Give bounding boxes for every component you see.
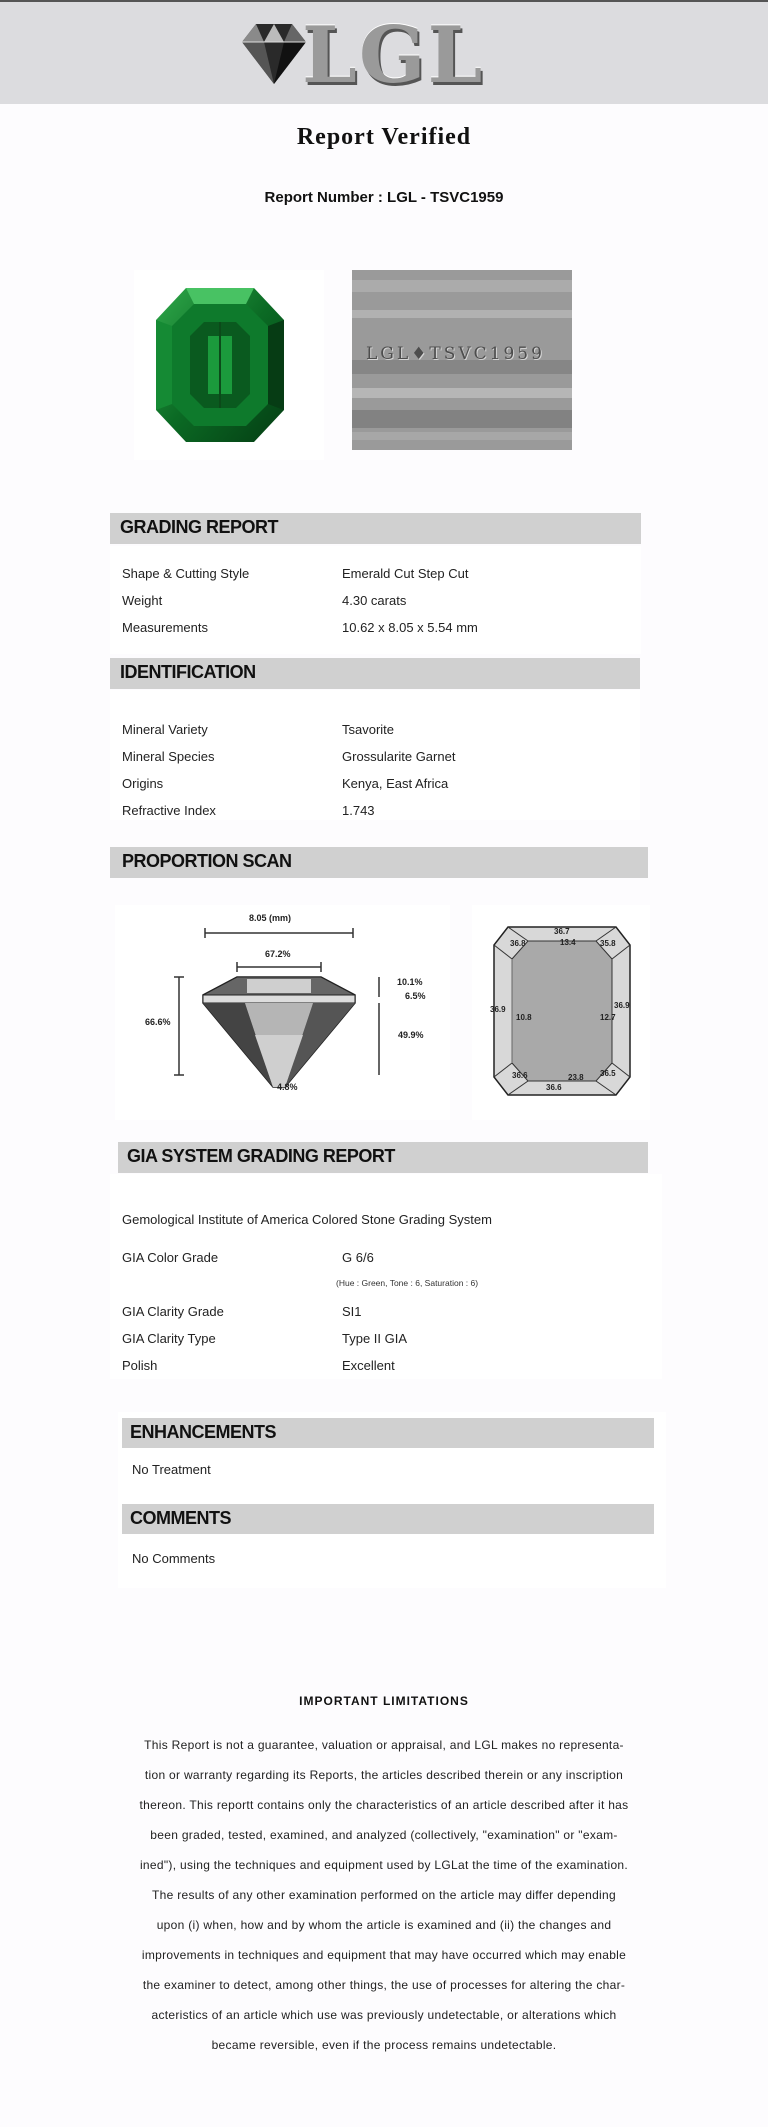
report-number: Report Number : LGL - TSVC1959: [264, 189, 504, 206]
top-view-label: 36.6: [512, 1071, 528, 1080]
limitations-line: The results of any other examination performed on the article may differ depending: [152, 1888, 616, 1902]
limitations-line: This Report is not a guarantee, valuation or appraisal, and LGL makes no representa-: [144, 1738, 624, 1752]
inscription-text: LGL♦TSVC1959: [366, 344, 545, 364]
identification-row-value: 1.743: [342, 803, 375, 818]
limitations-line: improvements in techniques and equipment that may have occurred which may enable: [141, 1948, 627, 1962]
identification-panel: [110, 690, 640, 820]
limitations-line: tion or warranty regarding its Reports, the articles described therein or any inscription: [144, 1768, 624, 1782]
grading-report-header: [110, 513, 641, 544]
crown-percent-label: 10.1%: [397, 977, 423, 987]
notes-panel: [118, 1412, 666, 1588]
identification-row-label: Mineral Variety: [122, 722, 208, 737]
grading-row-value: 10.62 x 8.05 x 5.54 mm: [342, 620, 478, 635]
gemstone-photo: [134, 270, 324, 460]
top-view-label: 36.7: [554, 927, 570, 936]
grading-row-label: Weight: [122, 593, 163, 608]
enhancements-header: [122, 1418, 654, 1448]
gia-row-label: GIA Clarity Grade: [122, 1304, 224, 1319]
comments-title: COMMENTS: [130, 1508, 231, 1528]
grading-report-panel: [110, 546, 641, 654]
gia-report-title: GIA SYSTEM GRADING REPORT: [127, 1146, 395, 1166]
page-title: Report Verified: [296, 124, 472, 150]
girdle-percent-label: 6.5%: [405, 991, 426, 1001]
identification-title: IDENTIFICATION: [120, 662, 256, 682]
identification-row-value: Grossularite Garnet: [342, 749, 456, 764]
top-view-label: 36.6: [546, 1083, 562, 1092]
top-view-label: 36.5: [600, 1069, 616, 1078]
identification-row-label: Origins: [122, 776, 164, 791]
top-view-label: 35.8: [600, 939, 616, 948]
gia-row-label: GIA Clarity Type: [122, 1331, 216, 1346]
top-view-label: 36.8: [510, 939, 526, 948]
top-view-label: 13.4: [560, 938, 576, 947]
limitations-line: thereon. This reportt contains only the characteristics of an article described after it has: [139, 1798, 629, 1812]
logo-text: LGL: [302, 10, 485, 101]
proportion-scan-title: PROPORTION SCAN: [122, 851, 292, 871]
pavilion-percent-label: 49.9%: [398, 1030, 424, 1040]
header-banner: [0, 2, 768, 104]
width-label: 8.05 (mm): [249, 913, 292, 923]
culet-percent-label: 4.8%: [277, 1082, 298, 1092]
top-view-label: 23.8: [568, 1073, 584, 1082]
table-percent-label: 67.2%: [265, 949, 291, 959]
gia-row-value: Excellent: [342, 1358, 395, 1373]
identification-row-label: Mineral Species: [122, 749, 215, 764]
side-profile-diagram: [115, 905, 450, 1120]
top-view-label: 10.8: [516, 1013, 532, 1022]
grading-report-title: GRADING REPORT: [120, 517, 279, 537]
depth-percent-label: 66.6%: [145, 1017, 171, 1027]
identification-header: [110, 658, 640, 689]
gia-color-label: GIA Color Grade: [122, 1250, 219, 1265]
limitations-line: upon (i) when, how and by whom the article is examined and (ii) the changes and: [156, 1918, 612, 1932]
grading-row-value: Emerald Cut Step Cut: [342, 566, 469, 581]
top-view-label: 36.9: [614, 1001, 630, 1010]
limitations-title: IMPORTANT LIMITATIONS: [299, 1694, 469, 1708]
limitations-line: the examiner to detect, among other things, the use of processes for altering the char-: [142, 1978, 626, 1992]
gia-color-value: G 6/6: [342, 1250, 374, 1265]
gia-row-value: SI1: [342, 1304, 362, 1319]
enhancements-text: No Treatment: [132, 1462, 211, 1477]
comments-text: No Comments: [132, 1551, 216, 1566]
limitations-line: ined"), using the techniques and equipment used by LGLat the time of the examination.: [139, 1858, 629, 1872]
gia-report-panel: [110, 1174, 662, 1379]
enhancements-title: ENHANCEMENTS: [130, 1422, 277, 1442]
identification-row-label: Refractive Index: [122, 803, 216, 818]
limitations-line: been graded, tested, examined, and analyzed (collectively, "examination" or "exam-: [150, 1828, 618, 1842]
limitations-line: acteristics of an article which use was previously undetectable, or alterations which: [151, 2008, 617, 2022]
grading-row-value: 4.30 carats: [342, 593, 407, 608]
gia-system-text: Gemological Institute of America Colored Stone Grading System: [122, 1212, 492, 1227]
grading-row-label: Shape & Cutting Style: [122, 566, 250, 581]
identification-row-value: Tsavorite: [342, 722, 395, 737]
gia-row-label: Polish: [122, 1358, 158, 1373]
inscription-photo: [352, 270, 572, 450]
lgl-logo[interactable]: [230, 10, 490, 101]
identification-row-value: Kenya, East Africa: [342, 776, 449, 791]
limitations-line: became reversible, even if the process remains undetectable.: [211, 2038, 557, 2052]
top-view-label: 36.9: [490, 1005, 506, 1014]
comments-header: [122, 1504, 654, 1534]
gia-color-note: (Hue : Green, Tone : 6, Saturation : 6): [336, 1278, 479, 1288]
gia-report-header: [118, 1142, 648, 1173]
proportion-scan-header: [110, 847, 648, 878]
top-view-label: 12.7: [600, 1013, 616, 1022]
grading-row-label: Measurements: [122, 620, 208, 635]
top-view-diagram: [472, 905, 650, 1120]
gia-row-value: Type II GIA: [342, 1331, 408, 1346]
